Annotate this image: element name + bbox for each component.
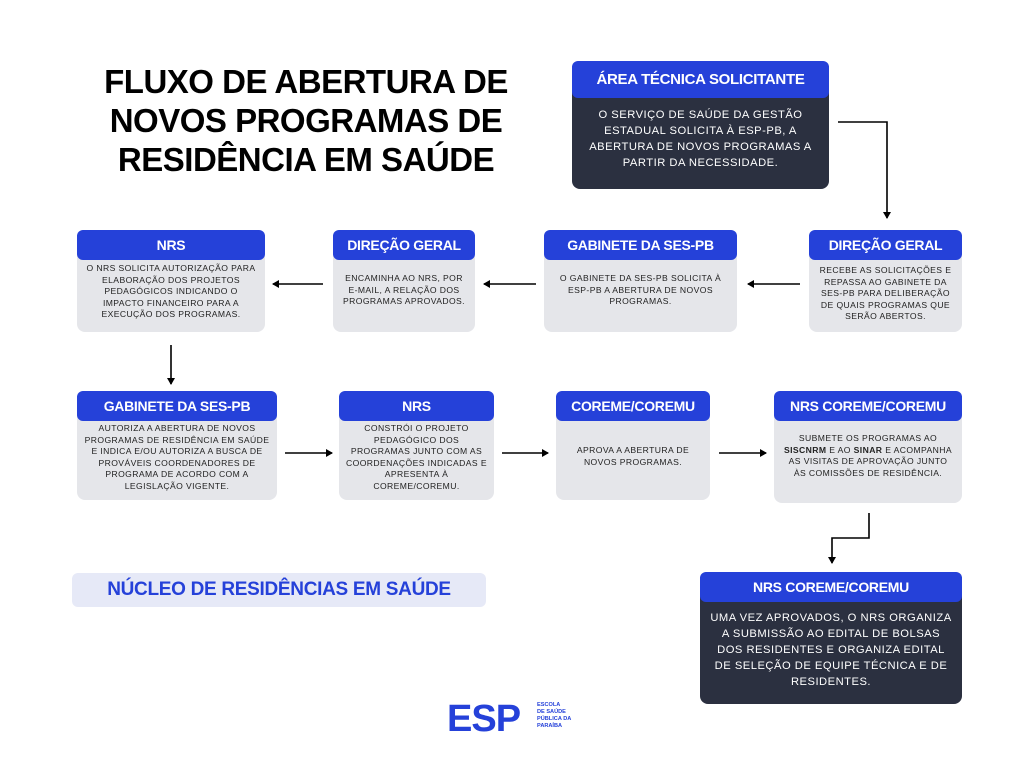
step-header: NRS [77,230,265,260]
logo-subtitle [537,702,587,730]
logo-subtitle-line: PÚBLICA DA [537,716,572,722]
step-header: ÁREA TÉCNICA SOLICITANTE [572,61,829,98]
step-text: CONSTRÓI O PROJETO PEDAGÓGICO DOS PROGRAMAS JUNTO COM AS COORDENAÇÕES INDICADAS E APRESENTA À COREME/COREMU. [346,423,487,491]
logo-subtitle-line: ESCOLA [537,702,561,708]
step-header: NRS [339,391,494,421]
title-line-3: RESIDÊNCIA EM SAÚDE [117,141,495,178]
step-text: O NRS SOLICITA AUTORIZAÇÃO PARA ELABORAÇÃO DOS PROJETOS PEDAGÓGICOS INDICANDO O IMPACTO FINANCEIRO PARA A EXECUÇÃO DOS PROGRAMAS. [86,263,256,320]
logo-subtitle-line: DE SAÚDE [537,709,566,715]
step-text: O GABINETE DA SES-PB SOLICITA À ESP-PB A ABERTURA DE NOVOS PROGRAMAS. [559,273,722,307]
arrow-area-to-direcao [838,122,887,218]
step-header: COREME/COREMU [556,391,710,421]
step-text-part: E AO [826,444,854,455]
step-header: GABINETE DA SES-PB [544,230,737,260]
step-header: NRS COREME/COREMU [700,572,962,602]
sinar-highlight: SINAR [853,444,883,455]
footer-tag: NÚCLEO DE RESIDÊNCIAS EM SAÚDE [72,573,486,607]
esp-logo [447,700,587,740]
title-line-1: FLUXO DE ABERTURA DE [104,63,508,100]
step-text-part: E ACOMPANHA AS VISITAS DE APROVAÇÃO JUNTO ÀS COMISSÕES DE RESIDÊNCIA. [788,444,953,478]
logo-mark: ESP [447,698,521,740]
step-text: ENCAMINHA AO NRS, POR E-MAIL, A RELAÇÃO DOS PROGRAMAS APROVADOS. [343,273,465,307]
step-text: AUTORIZA A ABERTURA DE NOVOS PROGRAMAS DE RESIDÊNCIA EM SAÚDE E INDICA E/OU AUTORIZA A BUSCA DE PROVÁVEIS COORDENADORES DE PROGRAMA DE ACORDO COM A LEGISLAÇÃO VIGENTE. [84,423,270,491]
step-header: DIREÇÃO GERAL [333,230,475,260]
step-header: DIREÇÃO GERAL [809,230,962,260]
arrow-nrs-coreme-to-final [832,513,869,563]
step-header: NRS COREME/COREMU [774,391,962,421]
step-text: O SERVIÇO DE SAÚDE DA GESTÃO ESTADUAL SOLICITA À ESP-PB, A ABERTURA DE NOVOS PROGRAMAS A PARTIR DA NECESSIDADE. [589,109,812,169]
logo-subtitle-line: PARAÍBA [537,723,563,729]
siscnrm-highlight: SISCNRM [783,444,827,455]
step-header: GABINETE DA SES-PB [77,391,277,421]
title-line-2: NOVOS PROGRAMAS DE [109,102,503,139]
step-text: RECEBE AS SOLICITAÇÕES E REPASSA AO GABINETE DA SES-PB PARA DELIBERAÇÃO DE QUAIS PROGRAMAS QUE SERÃO ABERTOS. [819,265,952,322]
step-text: APROVA A ABERTURA DE NOVOS PROGRAMAS. [576,445,690,467]
step-text-part: SUBMETE OS PROGRAMAS AO [798,433,938,443]
step-text: UMA VEZ APROVADOS, O NRS ORGANIZA A SUBMISSÃO AO EDITAL DE BOLSAS DOS RESIDENTES E ORGANIZA EDITAL DE SELEÇÃO DE EQUIPE TÉCNICA E DE RESIDENTES. [710,612,952,688]
